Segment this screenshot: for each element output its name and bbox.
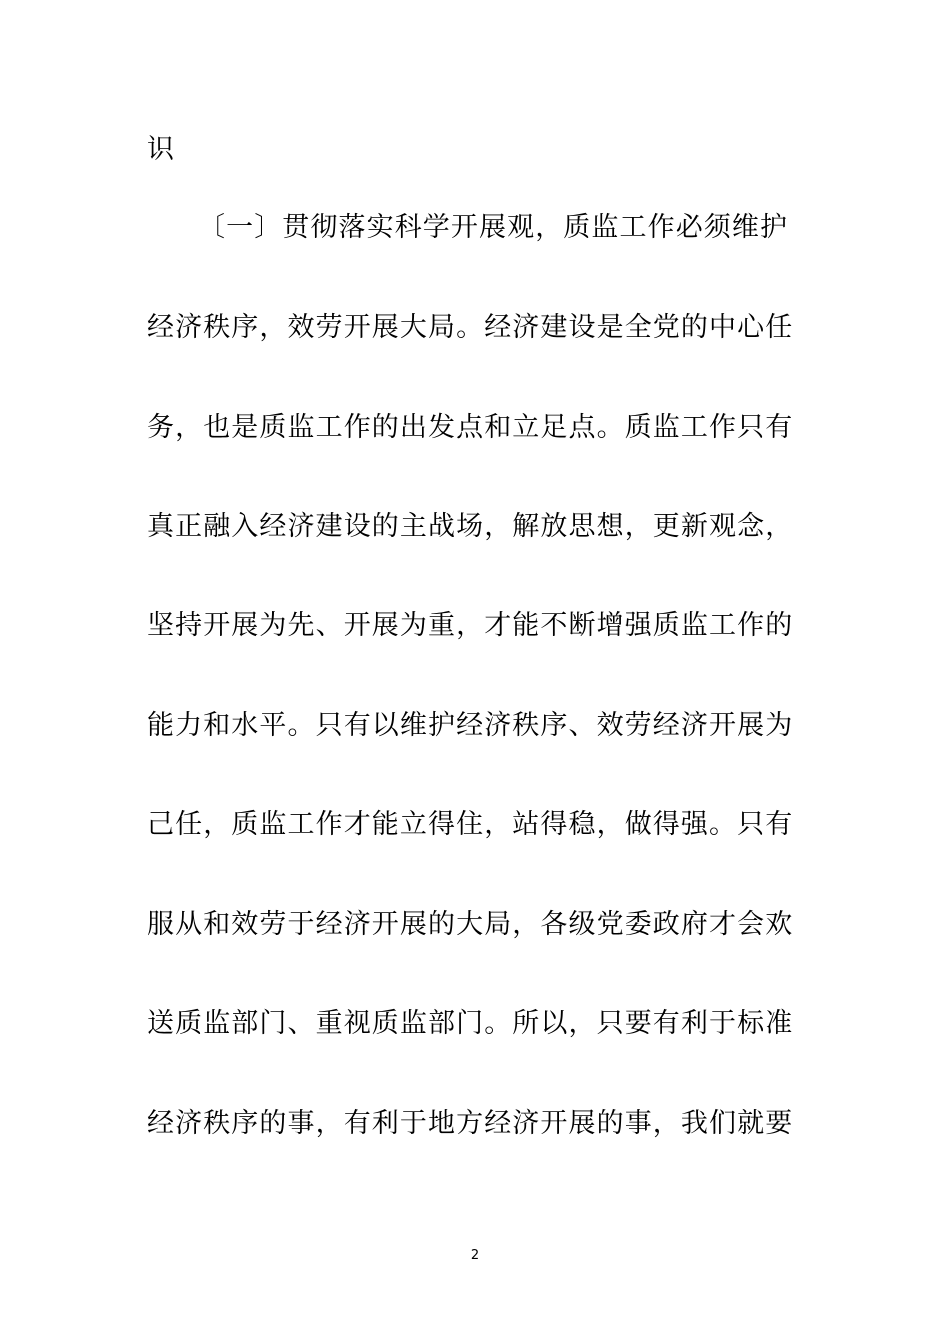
page-number: 2 xyxy=(470,1248,480,1263)
text-line: 真正融入经济建设的主战场，解放思想，更新观念， xyxy=(147,511,794,542)
text-line: 识 xyxy=(147,134,176,165)
text-line: 己任，质监工作才能立得住，站得稳，做得强。只有 xyxy=(147,809,794,840)
text-line: 经济秩序的事，有利于地方经济开展的事，我们就要 xyxy=(147,1108,794,1139)
text-line: 服从和效劳于经济开展的大局，各级党委政府才会欢 xyxy=(147,909,794,940)
text-line: 务，也是质监工作的出发点和立足点。质监工作只有 xyxy=(147,412,794,443)
text-line: 经济秩序，效劳开展大局。经济建设是全党的中心任 xyxy=(147,312,794,343)
text-line: 送质监部门、重视质监部门。所以，只要有利于标准 xyxy=(147,1008,794,1039)
text-line: 坚持开展为先、开展为重，才能不断增强质监工作的 xyxy=(147,610,794,641)
paragraph-first-line: 〔一〕贯彻落实科学开展观，质监工作必须维护 xyxy=(198,212,789,243)
text-line: 能力和水平。只有以维护经济秩序、效劳经济开展为 xyxy=(147,710,794,741)
